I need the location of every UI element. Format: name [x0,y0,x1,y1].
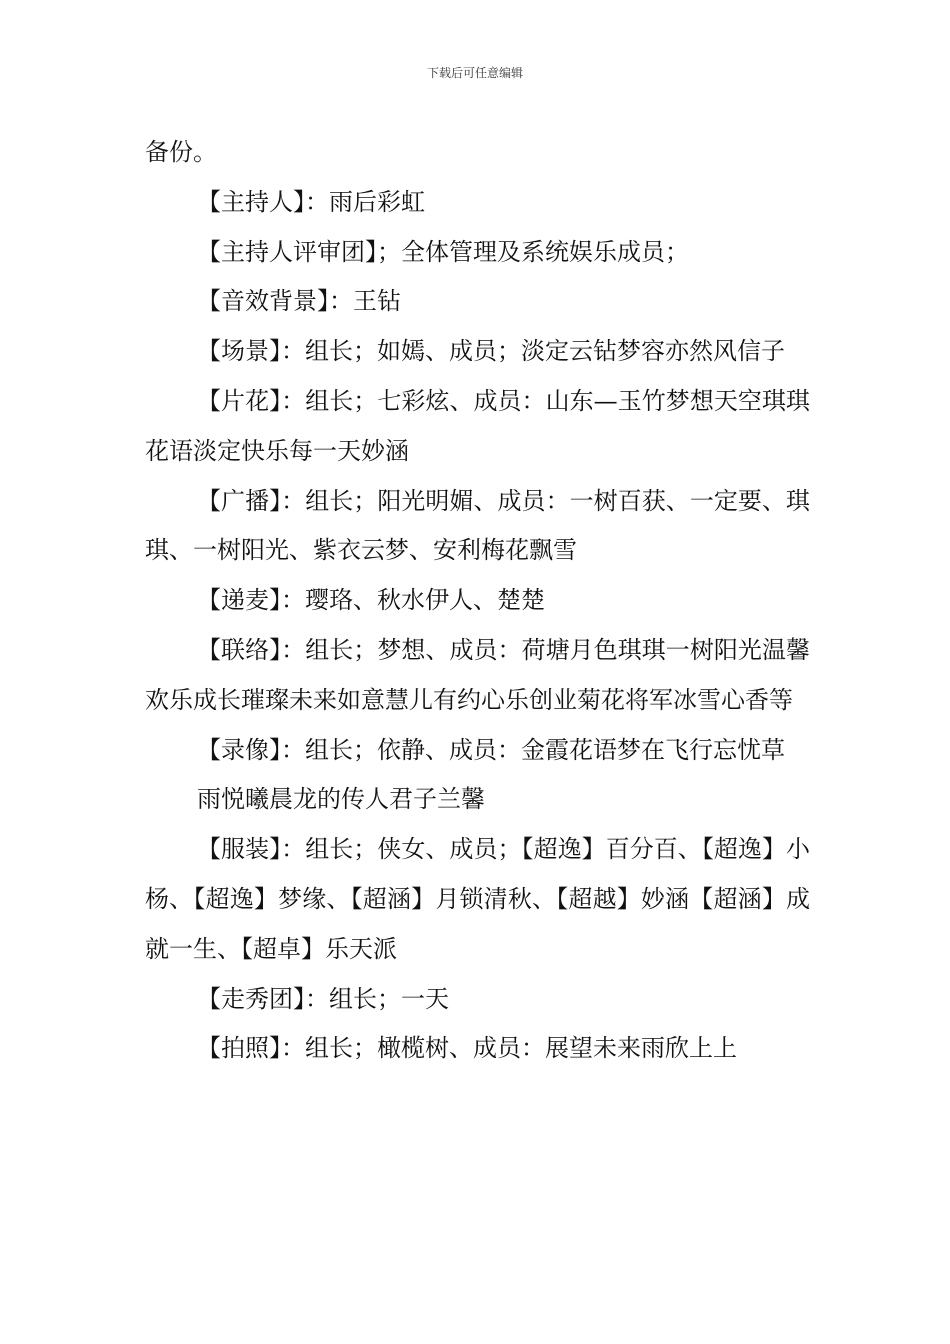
paragraph: 【服装】：组长；侠女、成员；【超逸】百分百、【超逸】小杨、【超逸】梦缘、【超涵】月锁清秋、【超越】妙涵【超涵】成就一生、【超卓】乐天派 [145,835,810,963]
paragraph: 【递麦】：璎珞、秋水伊人、楚楚 [197,586,545,615]
paragraph: 【联络】：组长；梦想、成员：荷塘月色琪琪一树阳光温馨欢乐成长璀璨未来如意慧儿有约心乐创业菊花将军冰雪心香等 [145,635,810,714]
paragraph: 【主持人评审团】；全体管理及系统娱乐成员； [197,237,689,266]
document-body [145,128,810,1074]
paragraph: 【主持人】：雨后彩虹 [197,187,425,216]
paragraph: 【拍照】：组长；橄榄树、成员：展望未来雨欣上上 [197,1034,737,1063]
page-header: 下载后可任意编辑 [426,66,523,80]
paragraph: 【走秀团】：组长；一天 [197,984,449,1013]
paragraph: 【广播】：组长；阳光明媚、成员：一树百获、一定要、琪琪、一树阳光、紫衣云梦、安利梅花飘雪 [145,486,810,565]
paragraph: 雨悦曦晨龙的传人君子兰馨 [197,785,485,814]
paragraph: 备份。 [145,138,217,166]
paragraph: 【音效背景】：王钻 [197,287,401,316]
paragraph: 【录像】：组长；依静、成员：金霞花语梦在飞行忘忧草 [197,735,785,764]
paragraph: 【片花】：组长；七彩炫、成员：山东—玉竹梦想天空琪琪花语淡定快乐每一天妙涵 [145,386,810,465]
paragraph: 【场景】：组长；如嫣、成员；淡定云钻梦容亦然风信子 [197,337,785,366]
